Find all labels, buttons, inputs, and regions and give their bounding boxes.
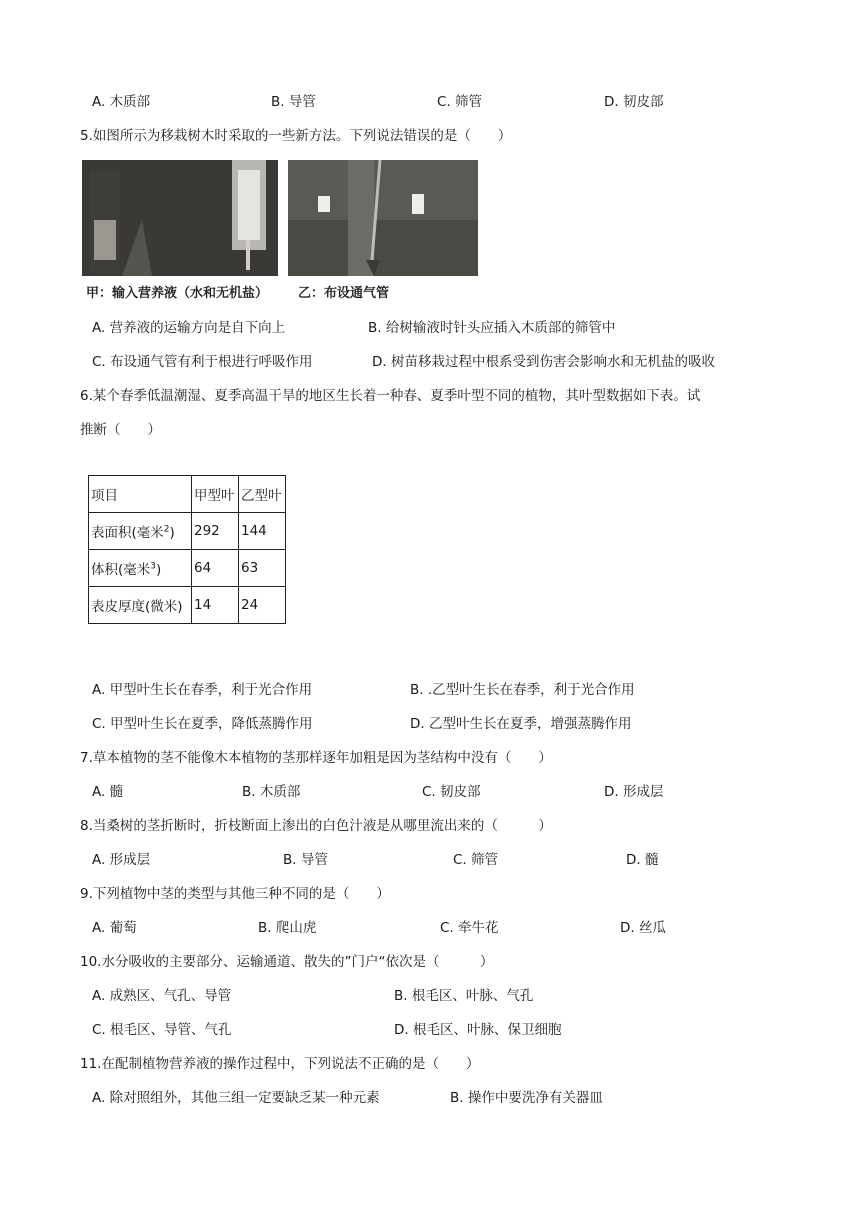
q6-option-a: A. 甲型叶生长在春季，利于光合作用 (92, 682, 313, 698)
q5-option-b: B. 给树输液时针头应插入木质部的筛管中 (368, 320, 616, 336)
q8-option-b: B. 导管 (283, 852, 328, 868)
q6-option-c: C. 甲型叶生长在夏季，降低蒸腾作用 (92, 716, 313, 732)
q5-option-a: A. 营养液的运输方向是自下向上 (92, 320, 286, 336)
table-header-cell: 甲型叶 (192, 476, 239, 513)
q7-option-b: B. 木质部 (242, 784, 301, 800)
q6-stem-line2: 推断（ ） (80, 422, 161, 438)
table-header-cell: 乙型叶 (239, 476, 286, 513)
q9-option-d: D. 丝瓜 (620, 920, 666, 936)
q7-option-c: C. 韧皮部 (422, 784, 481, 800)
table-cell: 144 (239, 513, 286, 550)
q4-option-b: B. 导管 (271, 94, 316, 110)
q6-option-b: B. .乙型叶生长在春季，利于光合作用 (410, 682, 635, 698)
q8-option-d: D. 髓 (626, 852, 659, 868)
table-row (89, 587, 286, 624)
table-cell: 64 (192, 550, 239, 587)
q10-option-c: C. 根毛区、导管、气孔 (92, 1022, 232, 1038)
q10-stem: 10.水分吸收的主要部分、运输通道、散失的”门户“依次是（ ） (80, 954, 494, 970)
q7-option-d: D. 形成层 (604, 784, 664, 800)
q8-stem: 8.当桑树的茎折断时，折枝断面上渗出的白色汁液是从哪里流出来的（ ） (80, 818, 552, 834)
table-cell-label: 体积(毫米$^3$) (89, 550, 192, 587)
q4-option-d: D. 韧皮部 (604, 94, 664, 110)
q7-stem: 7.草本植物的茎不能像木本植物的茎那样逐年加粗是因为茎结构中没有（ ） (80, 750, 552, 766)
q6-stem-line1: 6.某个春季低温潮湿、夏季高温干旱的地区生长着一种春、夏季叶型不同的植物，其叶型数据如下表。试 (80, 388, 701, 404)
q7-option-a: A. 髓 (92, 784, 124, 800)
table-cell: 63 (239, 550, 286, 587)
q5-caption-left: 甲：输入营养液（水和无机盐） (86, 286, 269, 301)
table-cell: 292 (192, 513, 239, 550)
q8-option-a: A. 形成层 (92, 852, 151, 868)
leaf-data-table (88, 475, 286, 624)
q8-option-c: C. 筛管 (453, 852, 499, 868)
q6-option-d: D. 乙型叶生长在夏季，增强蒸腾作用 (410, 716, 632, 732)
q4-option-a: A. 木质部 (92, 94, 151, 110)
q9-stem: 9.下列植物中茎的类型与其他三种不同的是（ ） (80, 886, 390, 902)
table-cell: 24 (239, 587, 286, 624)
q4-option-c: C. 筛管 (437, 94, 483, 110)
q9-option-a: A. 葡萄 (92, 920, 137, 936)
table-row (89, 550, 286, 587)
q11-option-a: A. 除对照组外，其他三组一定要缺乏某一种元素 (92, 1090, 380, 1106)
q11-option-b: B. 操作中要洗净有关器皿 (450, 1090, 603, 1106)
table-cell-label: 表面积(毫米$^2$) (89, 513, 192, 550)
table-cell: 14 (192, 587, 239, 624)
q5-photo-right (288, 160, 478, 276)
q5-option-d: D. 树苗移栽过程中根系受到伤害会影响水和无机盐的吸收 (372, 354, 715, 370)
q9-option-b: B. 爬山虎 (258, 920, 317, 936)
q5-caption-right: 乙：布设通气管 (298, 286, 390, 301)
q10-option-b: B. 根毛区、叶脉、气孔 (394, 988, 534, 1004)
q5-stem: 5.如图所示为移栽树木时采取的一些新方法。下列说法错误的是（ ） (80, 128, 512, 144)
table-header-row (89, 476, 286, 513)
table-row (89, 513, 286, 550)
q10-option-d: D. 根毛区、叶脉、保卫细胞 (394, 1022, 562, 1038)
q10-option-a: A. 成熟区、气孔、导管 (92, 988, 232, 1004)
q5-photo-left (82, 160, 278, 276)
table-header-cell: 项目 (89, 476, 192, 513)
q5-option-c: C. 布设通气管有利于根进行呼吸作用 (92, 354, 313, 370)
q11-stem: 11.在配制植物营养液的操作过程中，下列说法不正确的是（ ） (80, 1056, 480, 1072)
table-cell-label: 表皮厚度(微米) (89, 587, 192, 624)
q9-option-c: C. 牵牛花 (440, 920, 499, 936)
